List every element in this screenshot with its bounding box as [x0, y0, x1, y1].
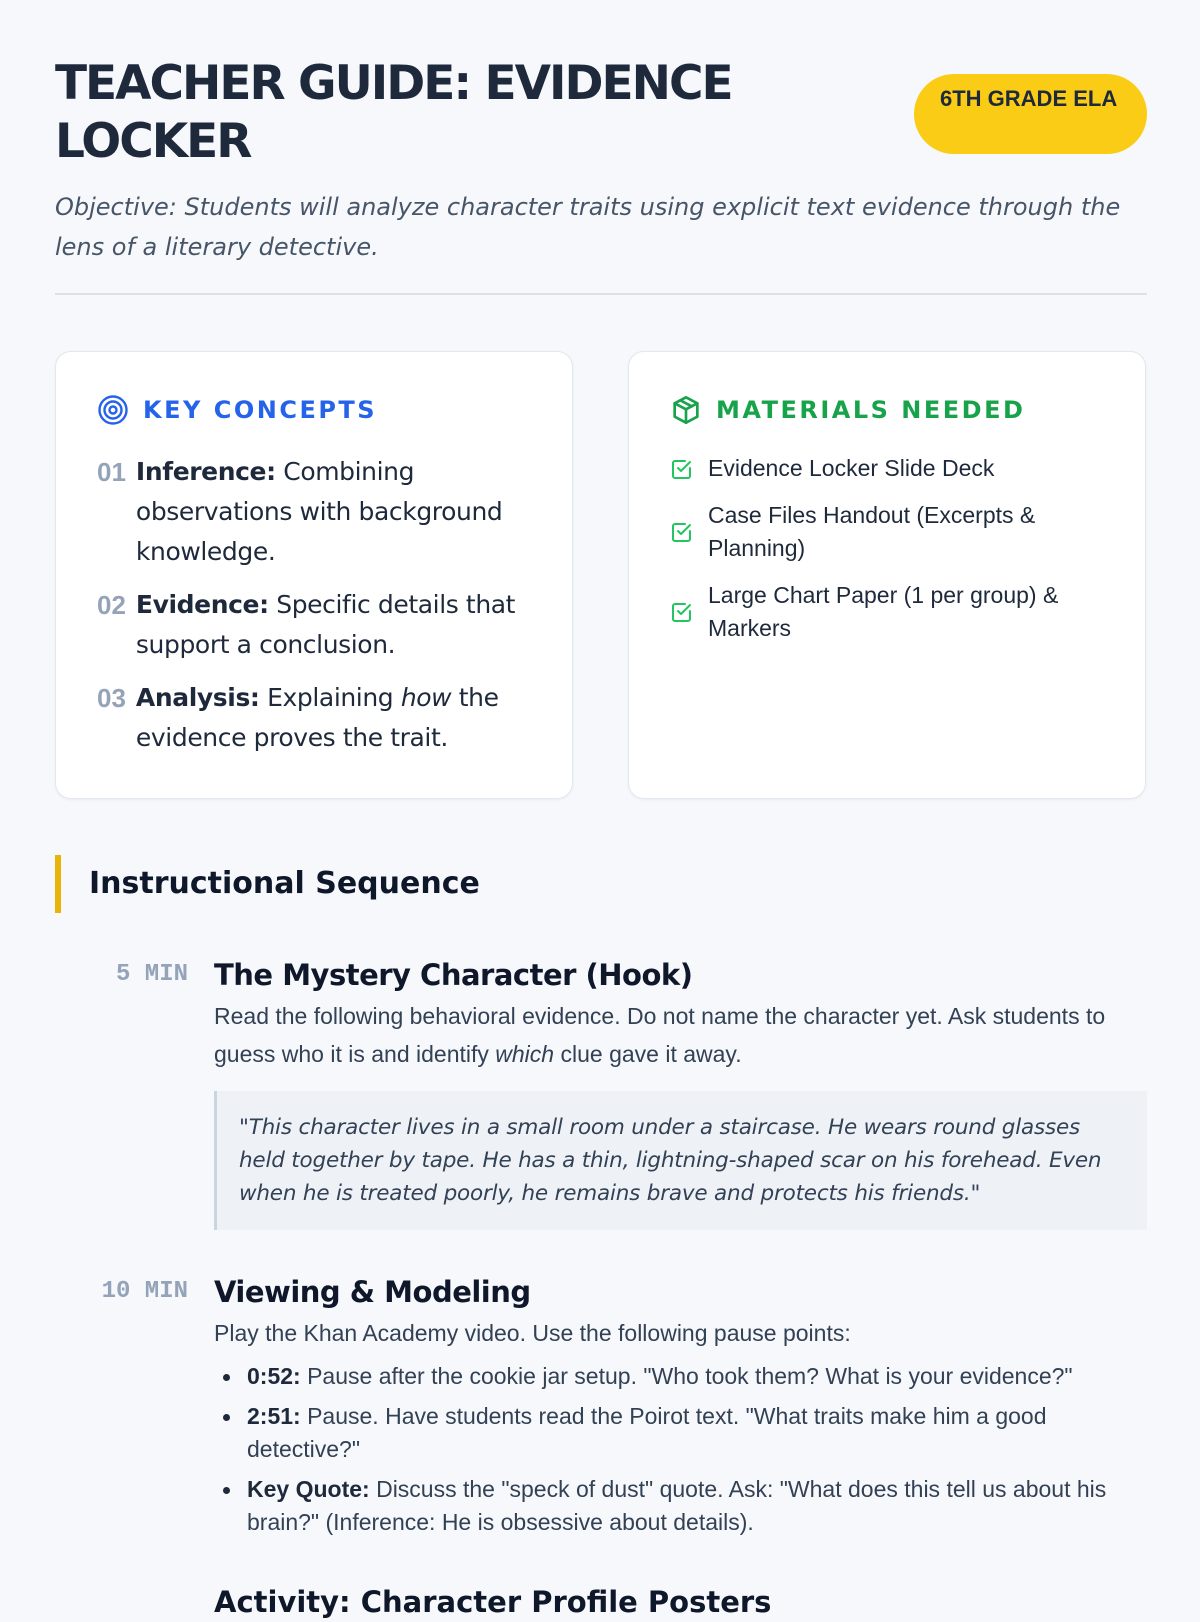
grade-badge: 6TH GRADE ELA	[914, 74, 1147, 154]
pause-point-text: Discuss the "speck of dust" quote. Ask: "What does this tell us about his brain?" (Inference: He is obsessive about details).	[247, 1476, 1107, 1535]
step-description-emphasis: which	[495, 1041, 555, 1067]
step-title: Viewing & Modeling	[214, 1275, 531, 1309]
page-header	[55, 0, 1147, 185]
teacher-guide-page	[55, 0, 1147, 1619]
section-title: Instructional Sequence	[55, 855, 480, 913]
key-concepts-header	[97, 394, 377, 426]
checkbox-checked-icon	[670, 520, 694, 544]
concept-term: Analysis:	[135, 683, 260, 712]
concept-text	[136, 452, 547, 572]
material-item	[670, 452, 1100, 485]
target-icon	[97, 394, 129, 426]
pause-point-key: Key Quote:	[247, 1476, 370, 1502]
step-duration: 5 MIN	[115, 961, 188, 988]
concept-text	[136, 678, 547, 758]
pause-point-key: 0:52:	[247, 1363, 301, 1389]
next-step-title: Activity: Character Profile Posters	[214, 1585, 772, 1619]
material-label: Evidence Locker Slide Deck	[708, 455, 995, 481]
box-icon	[670, 394, 702, 426]
materials-heading: MATERIALS NEEDED	[716, 396, 1026, 424]
concept-list	[97, 452, 547, 771]
checkbox-checked-icon	[670, 457, 694, 481]
evidence-quote: "This character lives in a small room under a staircase. He wears round glasses held together by tape. He has a thin, lightning-shaped scar on his forehead. Even when he is treated poorly, he remains brave and protects his friends."	[214, 1091, 1147, 1230]
step-description-start: Read the following behavioral evidence. Do not name the character yet. Ask students to guess who it is and identify	[214, 1003, 1106, 1067]
concept-text	[136, 585, 547, 665]
step-content	[214, 1272, 1147, 1546]
material-item	[670, 579, 1100, 645]
concept-term: Evidence:	[135, 590, 269, 619]
pause-point	[247, 1473, 1147, 1539]
materials-list	[670, 452, 1100, 659]
concept-definition-end: the evidence proves the trait.	[135, 683, 499, 752]
concept-emphasis: how	[400, 683, 452, 712]
key-concepts-card	[55, 351, 573, 799]
concept-item	[97, 585, 547, 665]
pause-point-text: Pause after the cookie jar setup. "Who took them? What is your evidence?"	[300, 1363, 1073, 1389]
materials-header	[670, 394, 1025, 426]
materials-card	[628, 351, 1146, 799]
key-concepts-heading: KEY CONCEPTS	[143, 396, 378, 424]
step-description: Play the Khan Academy video. Use the following pause points:	[214, 1320, 851, 1346]
concept-definition: Combining observations with background knowledge.	[135, 457, 503, 566]
concept-number: 03	[97, 683, 126, 713]
header-divider	[55, 293, 1147, 295]
concept-number: 02	[97, 590, 126, 620]
material-label: Large Chart Paper (1 per group) & Markers	[708, 582, 1059, 641]
step-description	[214, 997, 1147, 1073]
material-item	[670, 499, 1100, 565]
material-label: Case Files Handout (Excerpts & Planning)	[708, 502, 1036, 561]
concept-term: Inference:	[135, 457, 276, 486]
checkbox-checked-icon	[670, 600, 694, 624]
pause-point	[247, 1360, 1147, 1393]
pause-point-text: Pause. Have students read the Poirot text. "What traits make him a good detective?"	[247, 1403, 1047, 1462]
step-content	[214, 955, 1147, 1230]
concept-number: 01	[97, 457, 126, 487]
concept-definition: Specific details that support a conclusion.	[135, 590, 516, 659]
step-duration: 10 MIN	[101, 1278, 188, 1305]
page-title: TEACHER GUIDE: EVIDENCE LOCKER	[55, 56, 732, 169]
concept-definition-start: Explaining	[259, 683, 401, 712]
pause-points-list	[214, 1360, 1147, 1539]
concept-item	[97, 678, 547, 758]
pause-point	[247, 1400, 1147, 1466]
objective-text: Objective: Students will analyze character traits using explicit text evidence through the lens of a literary detective.	[55, 193, 1121, 261]
step-description-end: clue gave it away.	[554, 1041, 742, 1067]
pause-point-key: 2:51:	[247, 1403, 301, 1429]
step-title: The Mystery Character (Hook)	[214, 958, 693, 992]
concept-item	[97, 452, 547, 572]
